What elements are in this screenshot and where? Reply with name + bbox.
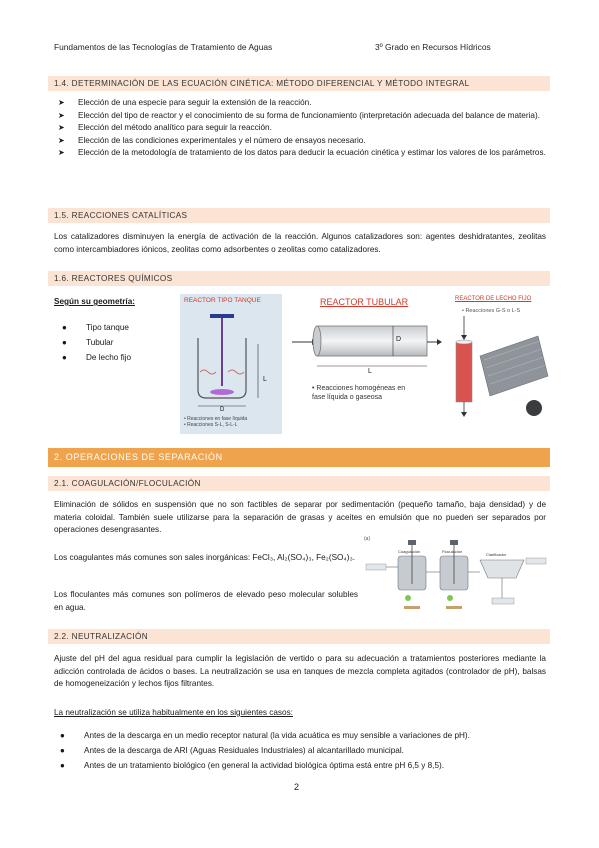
tank-dim-l: L [263, 376, 267, 383]
list-item: ➤ Elección del método analítico para seguir la reacción. [58, 122, 548, 135]
fixed-bed-reactor-title: REACTOR DE LECHO FIJO [455, 296, 532, 302]
list-item: ● Antes de un tratamiento biológico (en general la actividad biológica óptima está entre pH 6,5 y 8,5). [60, 761, 445, 770]
list-item: ● Tipo tanque [62, 323, 129, 332]
geometry-lead: Según su geometría: [54, 297, 135, 306]
section-2-2-heading: 2.2. NEUTRALIZACIÓN [48, 629, 550, 644]
section-1-5-heading: 1.5. REACCIONES CATALÍTICAS [48, 208, 550, 223]
list-item: ➤ Elección de una especie para seguir la extensión de la reacción. [58, 97, 548, 110]
header-degree: 3º Grado en Recursos Hídricos [375, 42, 491, 52]
coagulation-process-figure: (a) Coagulación Floculación Clarificador [364, 536, 550, 622]
neutralization-cases-list [60, 728, 550, 773]
fixed-bed-note: • Reacciones G-S o L-S [462, 308, 521, 314]
tank-reactor-title: REACTOR TIPO TANQUE [184, 297, 261, 304]
tank-dim-d: D [220, 407, 225, 413]
tube-dim-d: D [396, 336, 402, 343]
coagulation-paragraph: Eliminación de sólidos en suspensión que no son factibles de separar por sedimentación (pequeño tamaño, baja densidad) y de materia coloidal. También suele utilizarse para la separación de grasas y aceites en emulsión que no pueden ser separados por operaciones desengrasantes. [54, 500, 546, 535]
list-item: ➤ Elección de la metodología de tratamiento de los datos para deducir la ecuación cinética y estimar los valores de los parámetros. [58, 147, 548, 160]
tubular-reactor-title: REACTOR TUBULAR [320, 297, 409, 307]
arrow-bullet-icon: ➤ [58, 135, 65, 145]
arrow-bullet-icon: ➤ [58, 110, 65, 120]
tank-reactor-drawing [180, 294, 282, 434]
arrow-bullet-icon: ➤ [58, 98, 65, 107]
tubular-reactor-figure [292, 294, 442, 414]
section-1-4-list [58, 97, 548, 160]
fixed-bed-reactor-figure [450, 294, 550, 424]
list-item: ● Antes de la descarga de ARI (Aguas Residuales Industriales) al alcantarillado municipal. [60, 746, 404, 755]
arrow-bullet-icon: ➤ [58, 148, 65, 157]
list-item: ● Antes de la descarga en un medio receptor natural (la vida acuática es muy sensible a variaciones de pH). [60, 731, 470, 740]
flocculants-paragraph: Los floculantes más comunes son polímeros de elevado peso molecular solubles en agua. [54, 590, 358, 612]
arrow-bullet-icon: ➤ [58, 123, 65, 132]
section-2-heading: 2. OPERACIONES DE SEPARACIÓN [48, 448, 550, 467]
list-item: ● De lecho fijo [62, 353, 132, 362]
list-item: ● Tubular [62, 338, 114, 347]
list-item: ➤ Elección del tipo de reactor y el conocimiento de su forma de funcionamiento (interpretación adecuada del balance de materia). [58, 110, 548, 123]
list-item: ➤ Elección de las condiciones experimentales y el número de ensayos necesario. [58, 135, 548, 148]
neutralization-paragraph: Ajuste del pH del agua residual para cumplir la legislación de vertido o para su adecuación a tratamientos posteriores mediante la adicción controlada de ácidos o bases. La neutralización se usa en tanques de mezcla completa agitados (controlador de pH), balsas de homogeneización y lechos fijos filtrantes. [54, 654, 546, 689]
reactor-type-list [62, 320, 131, 365]
coagulants-paragraph: Los coagulantes más comunes son sales inorgánicas: FeCl₃, Al₂(SO₄)₃, Fe₂(SO₄)₃. [54, 553, 356, 562]
header-course-title: Fundamentos de las Tecnologías de Tratamiento de Aguas [54, 42, 273, 52]
tubular-reactor-drawing [292, 294, 442, 384]
section-1-5-text: Los catalizadores disminuyen la energía de activación de la reacción. Algunos catalizadores son: agentes deshidratantes, zeolitas como intercambiadores iónicos, zeolitas como adsorbentes o zeolitas como catalizadores. [54, 232, 546, 254]
section-2-1-heading: 2.1. COAGULACIÓN/FLOCULACIÓN [48, 476, 550, 491]
tube-dim-l: L [368, 368, 372, 375]
fixed-bed-drawing [450, 316, 550, 426]
tank-notes: • Reacciones en fase líquida • Reacciones S-L, S-L-L [184, 416, 248, 428]
neutralization-lead: La neutralización se utiliza habitualmente en los siguientes casos: [54, 708, 293, 717]
tank-reactor-figure [180, 294, 282, 434]
section-1-6-heading: 1.6. REACTORES QUÍMICOS [48, 271, 550, 286]
page-number: 2 [294, 782, 300, 792]
section-1-4-heading: 1.4. DETERMINACIÓN DE LAS ECUACIÓN CINÉTICA: MÉTODO DIFERENCIAL Y MÉTODO INTEGRAL [48, 76, 550, 91]
tube-notes: • Reacciones homogéneas en fase líquida o gaseosa [312, 385, 406, 401]
